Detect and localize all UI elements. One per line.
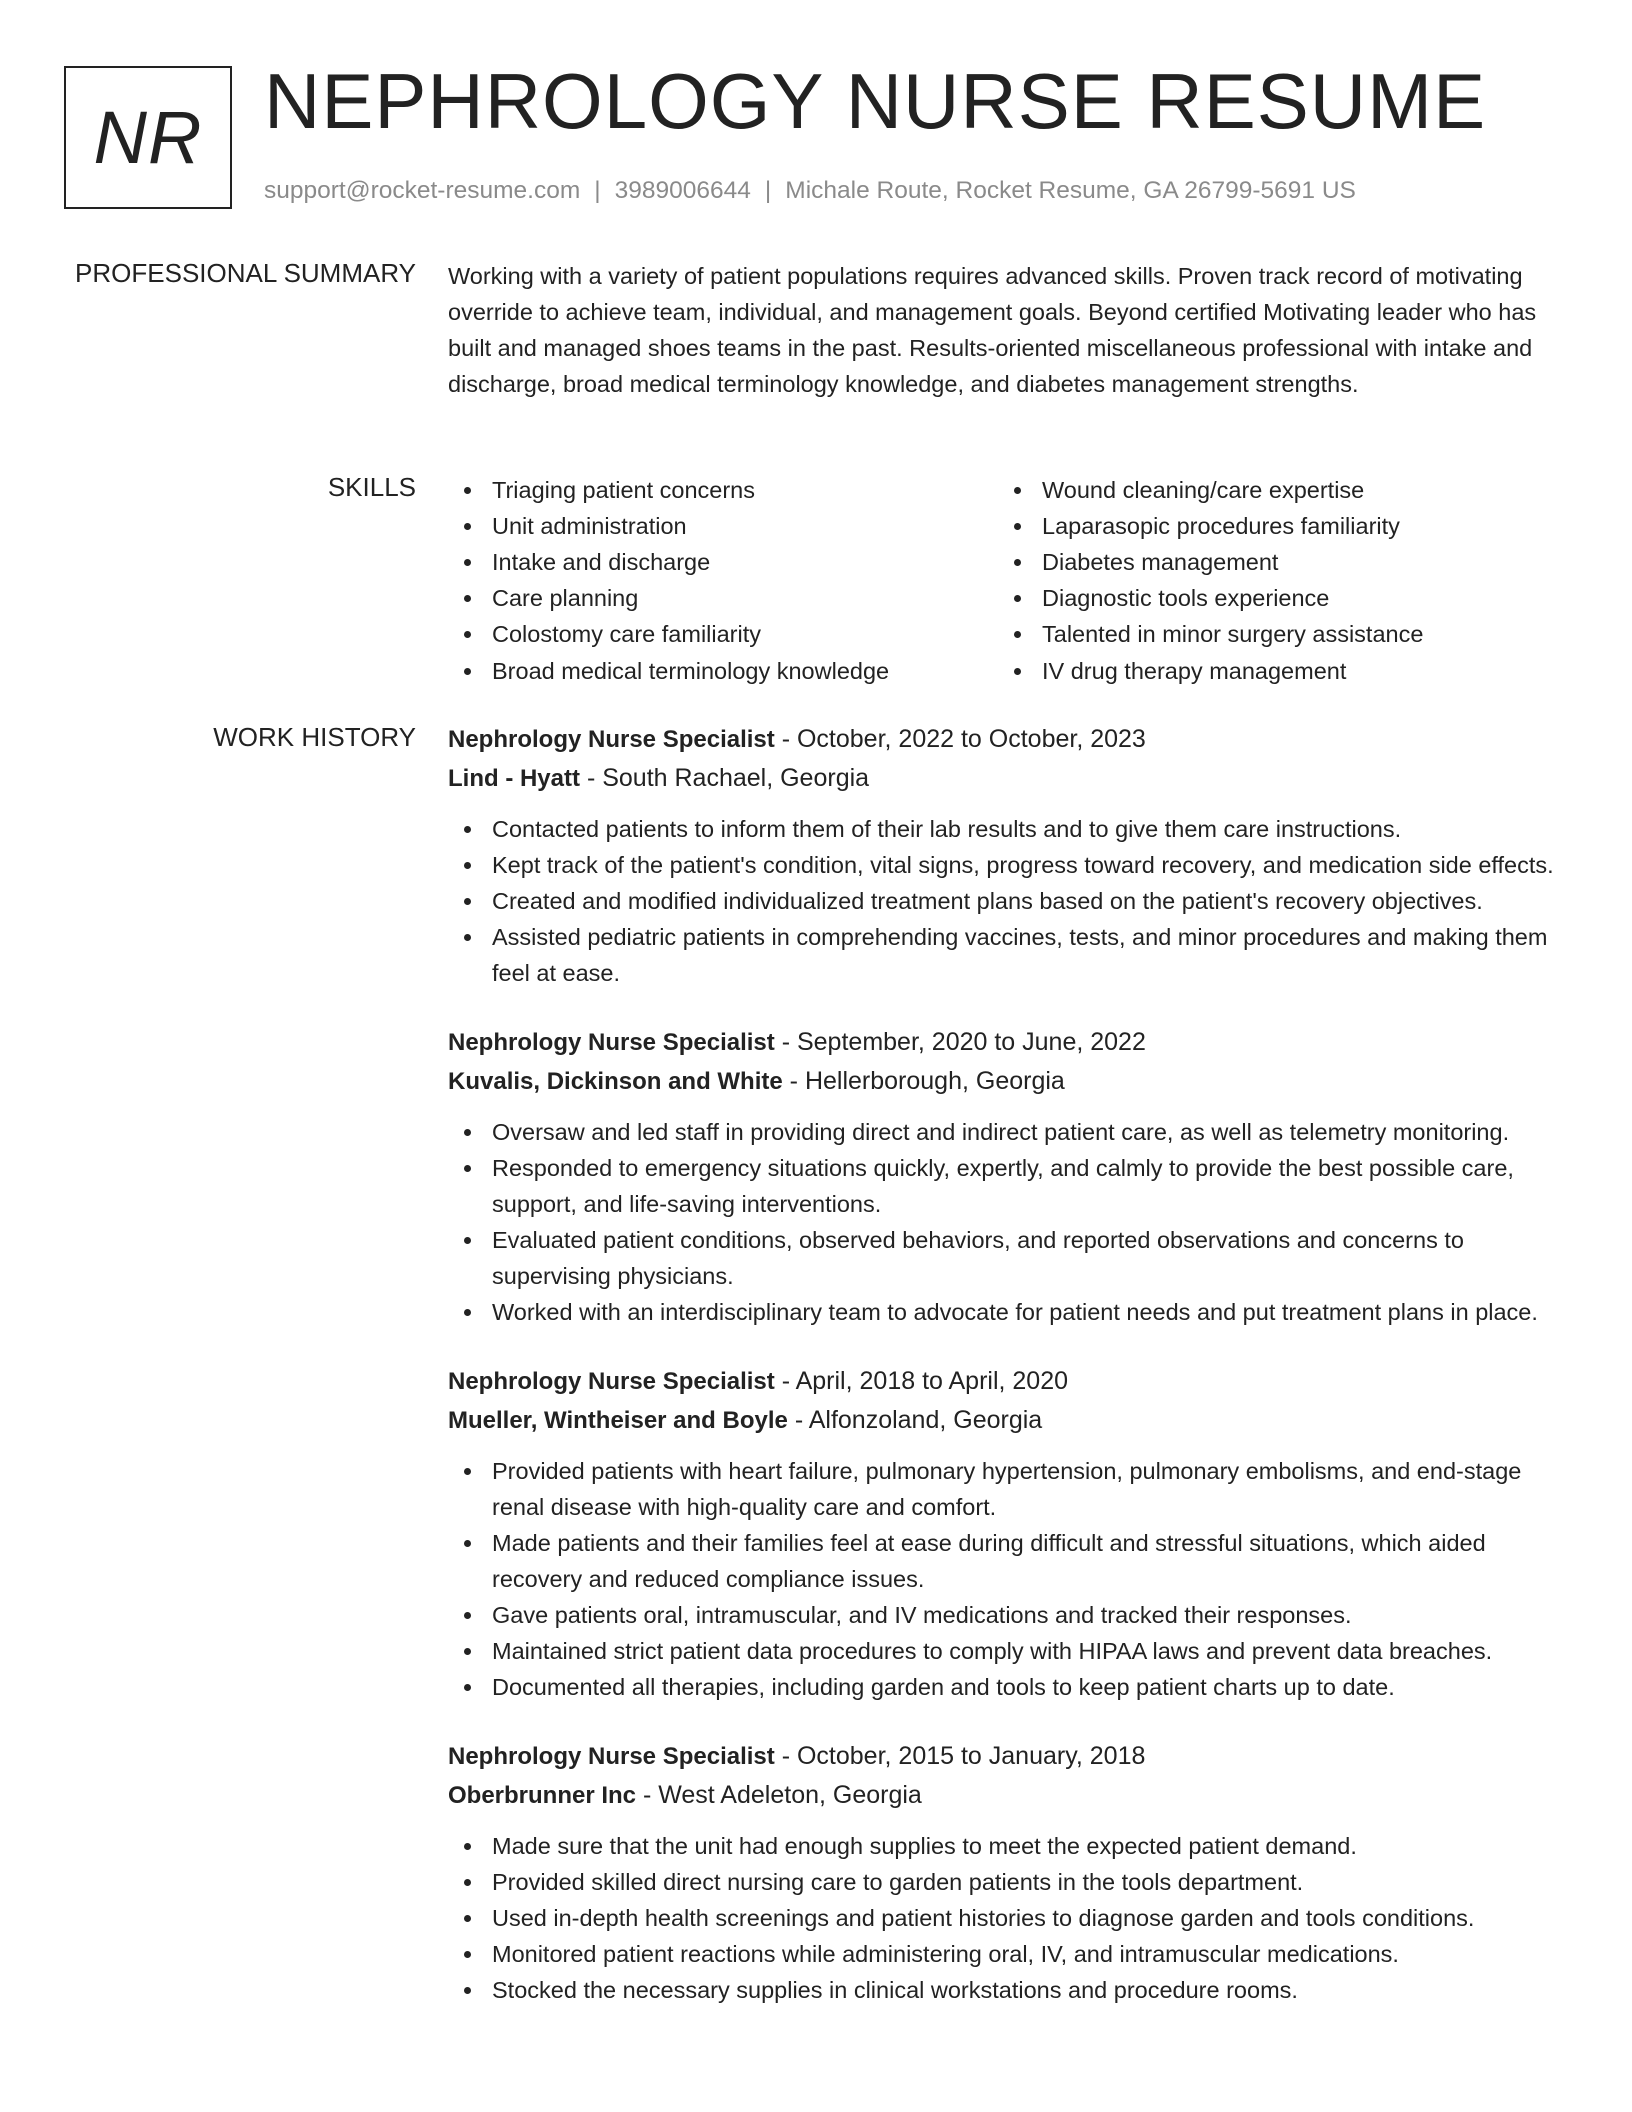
skill-item: IV drug therapy management [998,653,1548,689]
work-history-section [448,720,1563,2040]
job-duties [448,1114,1563,1330]
job-dates: - October, 2015 to January, 2018 [774,1742,1146,1770]
job-duties [448,1453,1563,1705]
job-entry [448,1737,1563,2008]
job-location: - Alfonzoland, Georgia [787,1406,1043,1434]
skills-section [448,472,1563,689]
skill-item: Wound cleaning/care expertise [998,472,1548,508]
job-entry [448,1023,1563,1330]
job-duty-item: Maintained strict patient data procedures to comply with HIPAA laws and prevent data breaches. [448,1633,1563,1669]
job-duty-item: Evaluated patient conditions, observed behaviors, and reported observations and concerns to supervising physicians. [448,1222,1563,1294]
job-company: Kuvalis, Dickinson and White [448,1068,783,1095]
job-duty-item: Created and modified individualized treatment plans based on the patient's recovery objectives. [448,883,1563,919]
summary-heading: PROFESSIONAL SUMMARY [75,258,416,288]
job-duty-item: Monitored patient reactions while administering oral, IV, and intramuscular medications. [448,1936,1563,1972]
skills-grid [448,472,1563,689]
job-duty-item: Documented all therapies, including garden and tools to keep patient charts up to date. [448,1669,1563,1705]
skill-item: Unit administration [448,508,998,544]
job-company: Lind - Hyatt [448,765,580,792]
contact-email[interactable]: support@rocket-resume.com [264,177,581,204]
job-location: - West Adeleton, Georgia [636,1781,922,1809]
job-duty-item: Used in-depth health screenings and patient histories to diagnose garden and tools conditions. [448,1900,1563,1936]
work-history-heading: WORK HISTORY [213,722,416,752]
job-title-line [448,1023,1563,1062]
skill-item: Diabetes management [998,544,1548,580]
summary-text: Working with a variety of patient populations requires advanced skills. Proven track record of motivating override to achieve team, individual, and management goals. Beyond certified Motivating leader who has built and managed shoes teams in the past. Results-oriented miscellaneous professional with intake and discharge, broad medical terminology knowledge, and diabetes management strengths. [448,263,1537,397]
contact-phone[interactable]: 3989006644 [614,177,751,204]
job-duty-item: Worked with an interdisciplinary team to advocate for patient needs and put treatment plans in place. [448,1294,1563,1330]
job-entry [448,1362,1563,1705]
job-dates: - April, 2018 to April, 2020 [774,1367,1069,1395]
job-title: Nephrology Nurse Specialist [448,726,775,753]
skill-item: Laparasopic procedures familiarity [998,508,1548,544]
job-duty-item: Made sure that the unit had enough supplies to meet the expected patient demand. [448,1828,1563,1864]
skill-item: Triaging patient concerns [448,472,998,508]
skill-item: Intake and discharge [448,544,998,580]
contact-separator: | [594,177,601,204]
job-company: Mueller, Wintheiser and Boyle [448,1407,788,1434]
skill-item: Broad medical terminology knowledge [448,653,998,689]
monogram-box [64,66,232,209]
job-duty-item: Gave patients oral, intramuscular, and IV medications and tracked their responses. [448,1597,1563,1633]
skill-item: Colostomy care familiarity [448,616,998,652]
skill-item: Care planning [448,580,998,616]
job-location: - South Rachael, Georgia [580,764,870,792]
job-title-line [448,1362,1563,1401]
job-duty-item: Kept track of the patient's condition, vital signs, progress toward recovery, and medication side effects. [448,847,1563,883]
job-location: - Hellerborough, Georgia [782,1067,1065,1095]
job-duties [448,1828,1563,2008]
skills-heading: SKILLS [327,472,416,502]
job-company-line [448,1776,1563,1815]
job-duty-item: Oversaw and led staff in providing direct and indirect patient care, as well as telemetry monitoring. [448,1114,1563,1150]
job-duty-item: Responded to emergency situations quickly, expertly, and calmly to provide the best possible care, support, and life-saving interventions. [448,1150,1563,1222]
resume-title: NEPHROLOGY NURSE RESUME [264,57,1487,145]
job-company-line [448,1062,1563,1101]
job-duty-item: Contacted patients to inform them of their lab results and to give them care instructions. [448,811,1563,847]
job-entry [448,720,1563,991]
contact-line [264,177,1356,205]
job-duty-item: Provided patients with heart failure, pulmonary hypertension, pulmonary embolisms, and end-stage renal disease with high-quality care and comfort. [448,1453,1563,1525]
job-company: Oberbrunner Inc [448,1782,637,1809]
job-dates: - September, 2020 to June, 2022 [774,1028,1146,1056]
job-duty-item: Stocked the necessary supplies in clinical workstations and procedure rooms. [448,1972,1563,2008]
job-company-line [448,1401,1563,1440]
job-title: Nephrology Nurse Specialist [448,1029,775,1056]
skills-column-right [998,472,1548,689]
contact-separator: | [764,177,772,204]
job-title: Nephrology Nurse Specialist [448,1368,775,1395]
job-dates: - October, 2022 to October, 2023 [774,725,1146,753]
skill-item: Talented in minor surgery assistance [998,616,1548,652]
skill-item: Diagnostic tools experience [998,580,1548,616]
monogram-initials: NR [93,96,203,179]
job-duty-item: Provided skilled direct nursing care to garden patients in the tools department. [448,1864,1563,1900]
job-duty-item: Made patients and their families feel at ease during difficult and stressful situations, which aided recovery and reduced compliance issues. [448,1525,1563,1597]
job-title-line [448,720,1563,759]
job-title: Nephrology Nurse Specialist [448,1743,775,1770]
job-duty-item: Assisted pediatric patients in comprehending vaccines, tests, and minor procedures and making them feel at ease. [448,919,1563,991]
job-company-line [448,759,1563,798]
job-title-line [448,1737,1563,1776]
skills-column-left [448,472,998,689]
contact-address: Michale Route, Rocket Resume, GA 26799-5691 US [785,177,1356,204]
job-duties [448,811,1563,991]
